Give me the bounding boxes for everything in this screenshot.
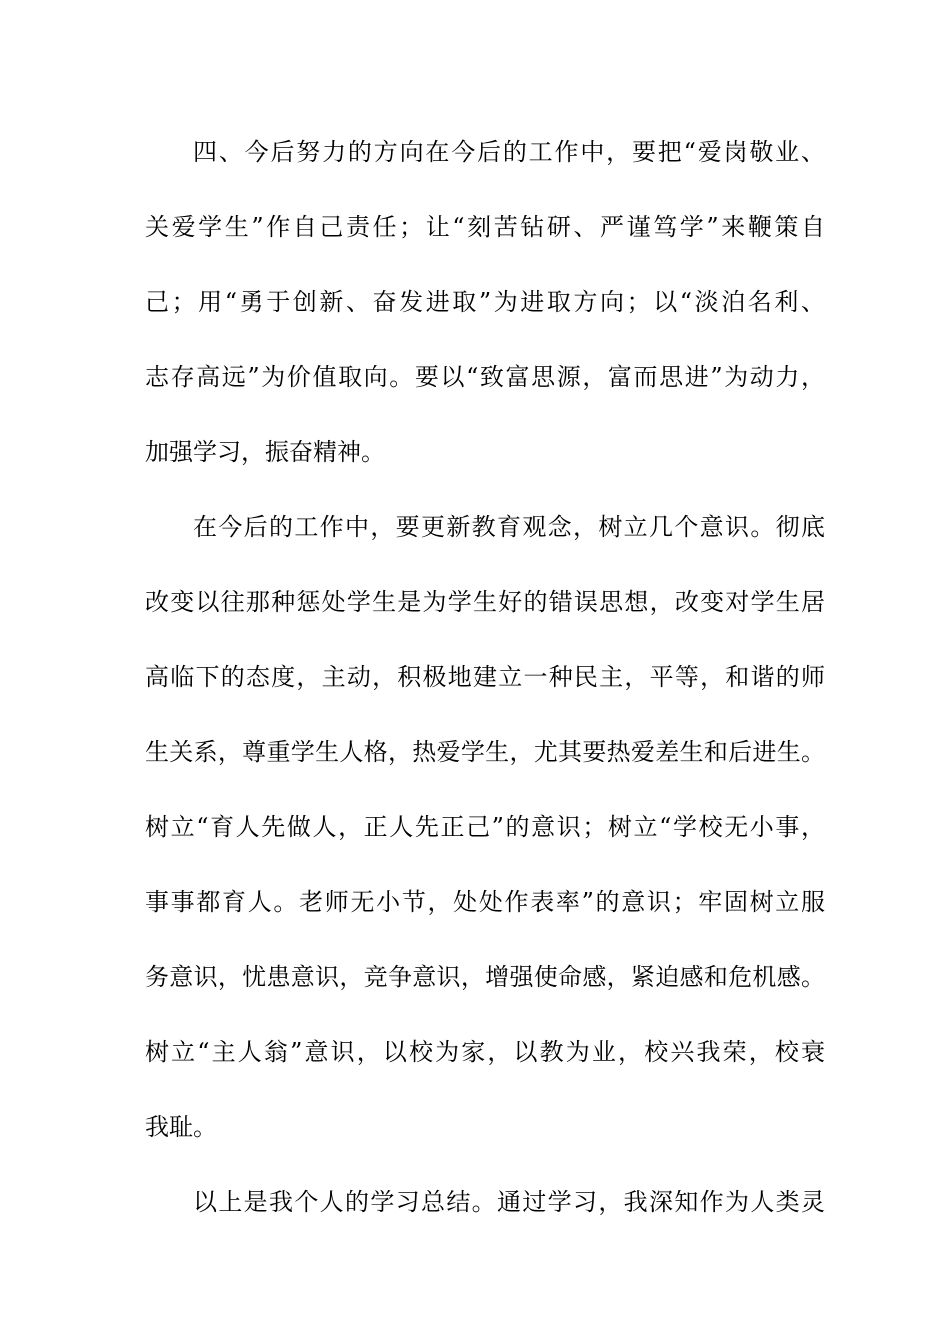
text-line: 志存高远”为价值取向。要以“致富思源，富而思进”为动力， — [145, 363, 825, 391]
paragraph-summary — [145, 1165, 825, 1240]
text-line: 四、今后努力的方向在今后的工作中，要把“爱岗敬业、 — [193, 138, 825, 166]
paragraph-education-awareness — [145, 490, 825, 1165]
text-line: 务意识，忧患意识，竞争意识，增强使命感，紧迫感和危机感。 — [145, 963, 825, 991]
text-line: 树立“主人翁”意识，以校为家，以教为业，校兴我荣，校衰 — [145, 1038, 825, 1066]
text-line: 关爱学生”作自己责任；让“刻苦钻研、严谨笃学”来鞭策自 — [145, 213, 825, 241]
text-line: 在今后的工作中，要更新教育观念，树立几个意识。彻底 — [193, 513, 825, 541]
text-line: 以上是我个人的学习总结。通过学习，我深知作为人类灵 — [193, 1188, 825, 1216]
text-line: 生关系，尊重学生人格，热爱学生，尤其要热爱差生和后进生。 — [145, 738, 825, 766]
text-line: 加强学习，振奋精神。 — [145, 438, 385, 466]
text-line: 事事都育人。老师无小节，处处作表率”的意识；牢固树立服 — [145, 888, 825, 916]
text-line: 我耻。 — [145, 1113, 217, 1141]
paragraph-future-direction — [145, 115, 825, 490]
text-line: 高临下的态度，主动，积极地建立一种民主，平等，和谐的师 — [145, 663, 825, 691]
text-line: 改变以往那种惩处学生是为学生好的错误思想，改变对学生居 — [145, 588, 825, 616]
document-body — [145, 115, 825, 1240]
text-line: 树立“育人先做人，正人先正己”的意识；树立“学校无小事， — [145, 813, 825, 841]
text-line: 己；用“勇于创新、奋发进取”为进取方向；以“淡泊名利、 — [145, 288, 825, 316]
